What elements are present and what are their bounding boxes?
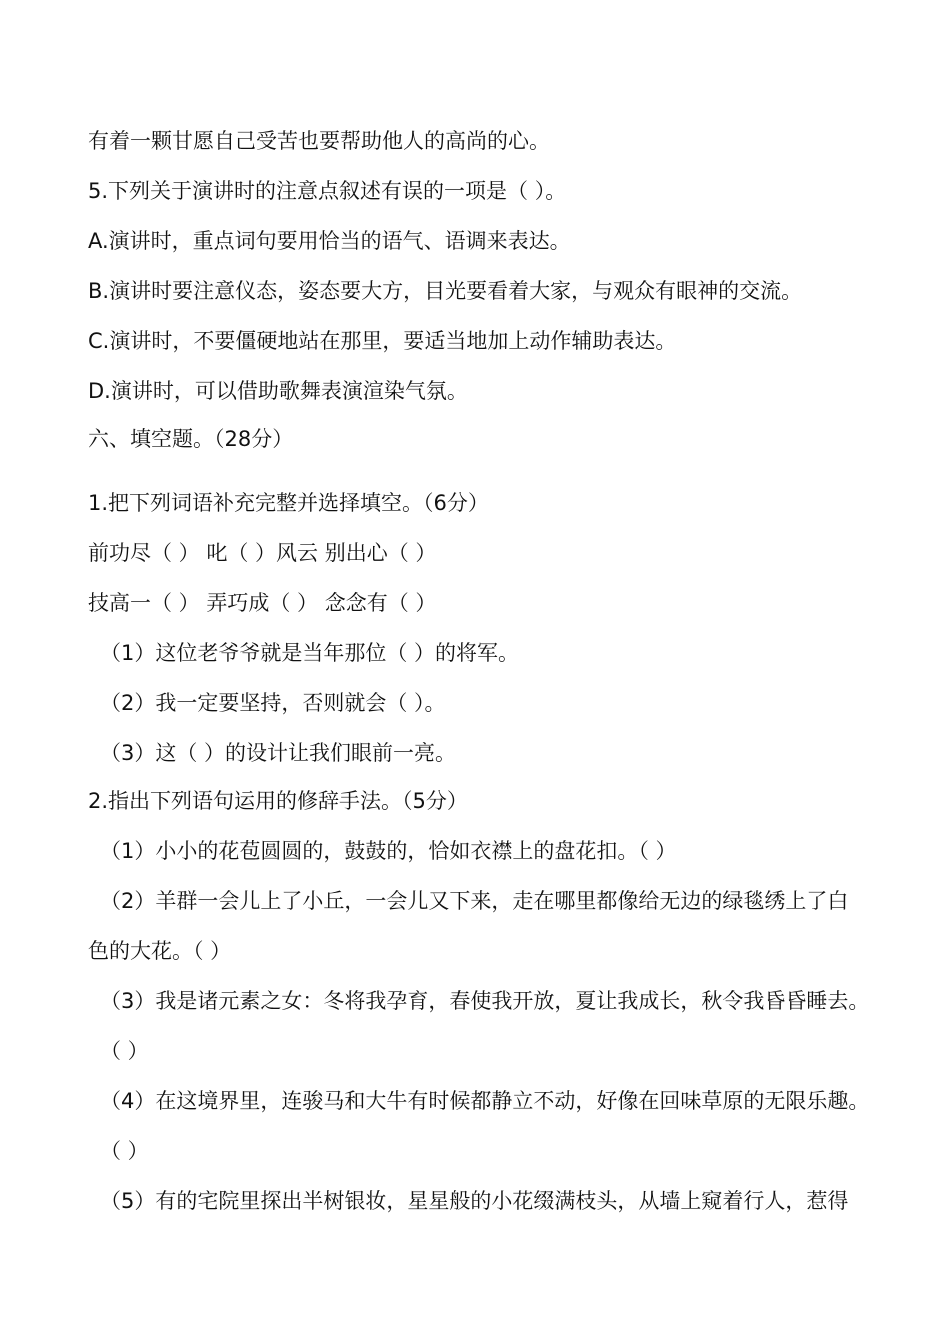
- option-a: A.演讲时，重点词句要用恰当的语气、语调来表达。: [88, 229, 571, 253]
- text-line-continuation: 有着一颗甘愿自己受苦也要帮助他人的高尚的心。: [88, 129, 550, 153]
- question-5: 5.下列关于演讲时的注意点叙述有误的一项是（ ）。: [88, 179, 567, 203]
- option-c: C.演讲时，不要僵硬地站在那里，要适当地加上动作辅助表达。: [88, 329, 677, 353]
- rhetoric-item-1: （1）小小的花苞圆圆的，鼓鼓的，恰如衣襟上的盘花扣。（ ）: [100, 839, 677, 863]
- rhetoric-item-4: （4）在这境界里，连骏马和大牛有时候都静立不动，好像在回味草原的无限乐趣。: [100, 1089, 870, 1113]
- rhetoric-item-3: （3）我是诸元素之女：冬将我孕育，春使我开放，夏让我成长，秋令我昏昏睡去。: [100, 989, 870, 1013]
- option-d: D.演讲时，可以借助歌舞表演渲染气氛。: [88, 379, 468, 403]
- fill-sentence-2: （2）我一定要坚持，否则就会（ ）。: [100, 691, 446, 715]
- rhetoric-item-2: （2）羊群一会儿上了小丘，一会儿又下来，走在哪里都像给无边的绿毯绣上了白: [100, 889, 849, 913]
- option-b: B.演讲时要注意仪态，姿态要大方，目光要看着大家，与观众有眼神的交流。: [88, 279, 803, 303]
- rhetoric-item-5: （5）有的宅院里探出半树银妆，星星般的小花缀满枝头，从墙上窥着行人，惹得: [100, 1189, 849, 1213]
- fill-sentence-3: （3）这（ ）的设计让我们眼前一亮。: [100, 741, 457, 765]
- fill-sentence-1: （1）这位老爷爷就是当年那位（ ）的将军。: [100, 641, 520, 665]
- idiom-row-1: 前功尽（ ） 叱（ ）风云 别出心（ ）: [88, 541, 437, 565]
- question-1-title: 1.把下列词语补充完整并选择填空。（6分）: [88, 491, 489, 515]
- rhetoric-item-2-continued: 色的大花。（ ）: [88, 939, 232, 963]
- question-2-title: 2.指出下列语句运用的修辞手法。（5分）: [88, 789, 468, 813]
- rhetoric-item-4-answer: （ ）: [100, 1139, 149, 1163]
- rhetoric-item-3-answer: （ ）: [100, 1039, 149, 1063]
- section-heading-fill-in: 六、填空题。（28分）: [88, 427, 294, 451]
- idiom-row-2: 技高一（ ） 弄巧成（ ） 念念有（ ）: [88, 591, 437, 615]
